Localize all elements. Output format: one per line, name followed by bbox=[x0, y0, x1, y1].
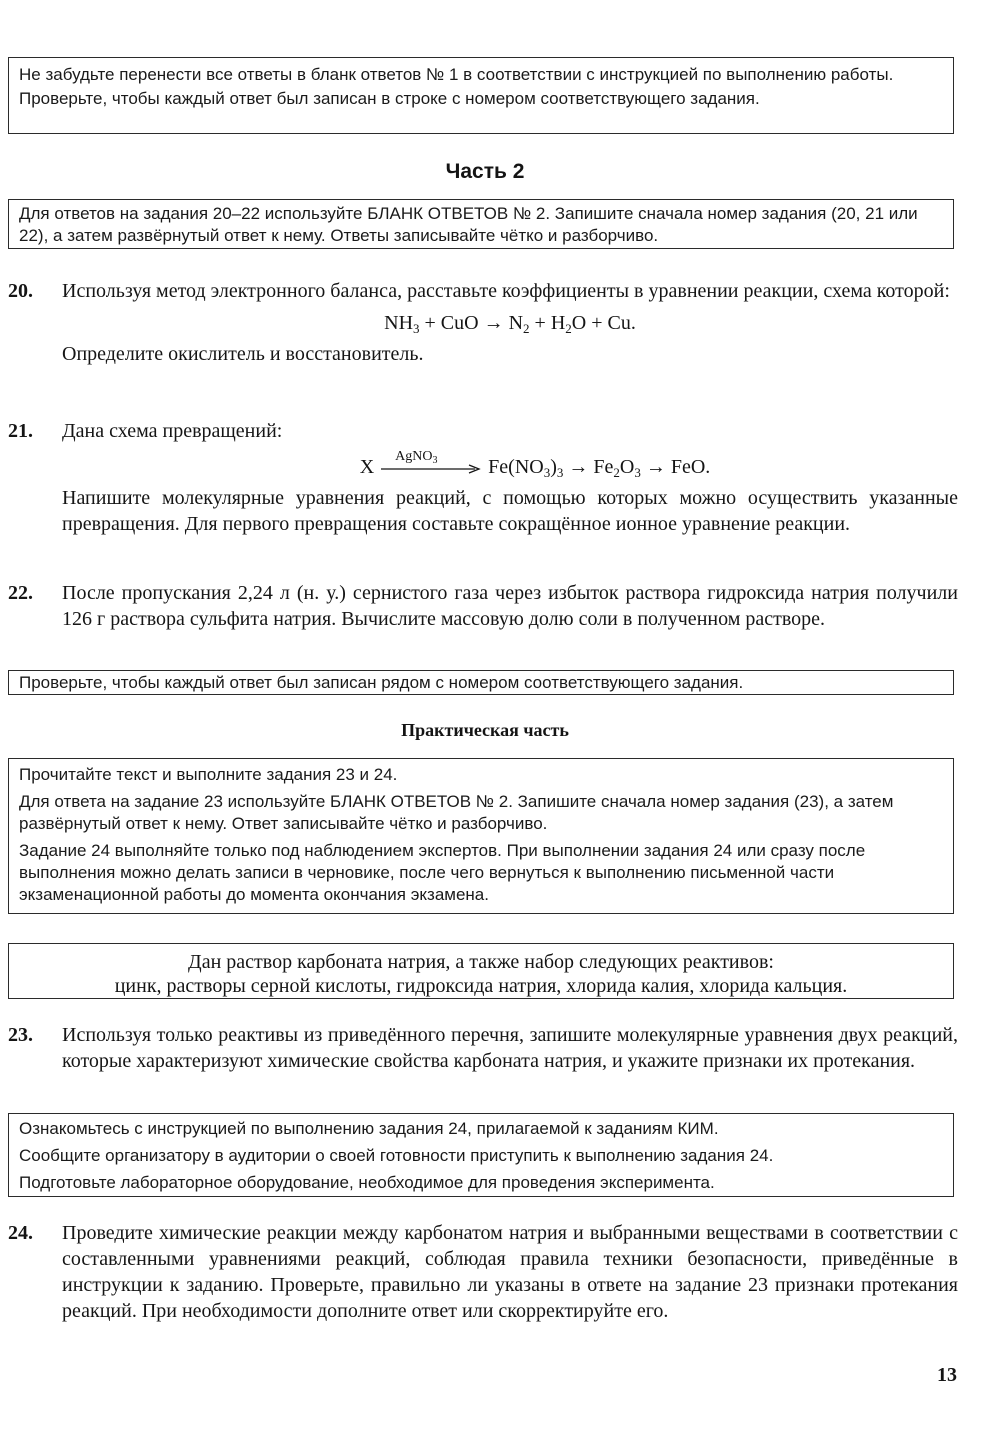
check-text: Проверьте, чтобы каждый ответ был записан рядом с номером соответствующего задания. bbox=[19, 673, 744, 692]
practical-p1: Прочитайте текст и выполните задания 23 и 24. bbox=[19, 765, 398, 784]
practical-p3: Задание 24 выполняйте только под наблюдением экспертов. При выполнении задания 24 или сразу после выполнения можно делать записи в черновике, после чего вернуться к выполнению письменной части экзаменационной работы до момента окончания экзамена. bbox=[19, 841, 866, 904]
task-text: Используя только реактивы из приведённого перечня, запишите молекулярные уравнения двух реакций, которые характеризуют химические свойства карбоната натрия, и укажите признаки их протекания. bbox=[62, 1024, 958, 1072]
reaction-arrow: AgNO$_3$ bbox=[379, 458, 483, 478]
task-number: 24. bbox=[8, 1222, 33, 1244]
reagents-box bbox=[8, 943, 954, 999]
practical-p2: Для ответа на задание 23 используйте БЛАНК ОТВЕТОВ № 2. Запишите сначала номер задания (23), а затем развёрнутый ответ к нему. Ответ записывайте чётко и разборчиво. bbox=[19, 792, 894, 833]
reminder-line-2: Проверьте, чтобы каждый ответ был записан в строке с номером соответствующего задания. bbox=[19, 89, 760, 108]
part2-instruction: Для ответов на задания 20–22 используйте БЛАНК ОТВЕТОВ № 2. Запишите сначала номер задания (20, 21 или 22), а затем развёрнутый ответ к нему. Ответы записывайте чётко и разборчиво. bbox=[19, 204, 918, 245]
task-22 bbox=[8, 580, 958, 632]
instr-p3: Подготовьте лабораторное оборудование, необходимое для проведения эксперимента. bbox=[19, 1173, 715, 1192]
reminder-box bbox=[8, 57, 954, 134]
check-box bbox=[8, 670, 954, 695]
task-text: Проведите химические реакции между карбонатом натрия и выбранными веществами в соответствии с составленными уравнениями реакций, соблюдая правила техники безопасности, приведённые в инструкции к заданию. Проверьте, правильно ли указаны в ответе на задание 23 признаки протекания реакций. При необходимости дополните ответ или скорректируйте его. bbox=[62, 1222, 958, 1322]
task-20 bbox=[8, 278, 958, 367]
task-24 bbox=[8, 1220, 958, 1324]
task-23 bbox=[8, 1022, 958, 1074]
task24-instruction-box bbox=[8, 1113, 954, 1197]
reagents-line-2: цинк, растворы серной кислоты, гидроксида натрия, хлорида калия, хлорида кальция. bbox=[114, 975, 848, 997]
part2-title: Часть 2 bbox=[445, 160, 525, 183]
transformation-scheme: X AgNO$_3$ $Fe(NO_3)_3 \to Fe_2O_3$ → FeO. bbox=[359, 449, 711, 480]
practical-instruction-box bbox=[8, 758, 954, 914]
task-number: 23. bbox=[8, 1024, 33, 1046]
task-question: Напишите молекулярные уравнения реакций, с помощью которых можно осуществить указанные превращения. Для первого превращения составьте сокращённое ионное уравнение реакции. bbox=[62, 487, 958, 535]
reminder-line-1: Не забудьте перенести все ответы в бланк ответов № 1 в соответствии с инструкцией по выполнению работы. bbox=[19, 65, 894, 84]
equation: $NH_3$ + CuO → $N_2 + H_2O + Cu$. bbox=[384, 312, 636, 336]
task-question: Определите окислитель и восстановитель. bbox=[62, 343, 424, 365]
instr-p2: Сообщите организатору в аудитории о своей готовности приступить к выполнению задания 24. bbox=[19, 1146, 774, 1165]
page-number: 13 bbox=[937, 1364, 957, 1386]
part2-instruction-box bbox=[8, 199, 954, 249]
instr-p1: Ознакомьтесь с инструкцией по выполнению задания 24, прилагаемой к заданиям КИМ. bbox=[19, 1119, 719, 1138]
task-text: Используя метод электронного баланса, расставьте коэффициенты в уравнении реакции, схема которой: bbox=[62, 280, 950, 302]
task-text: Дана схема превращений: bbox=[62, 420, 283, 442]
practical-title: Практическая часть bbox=[401, 720, 569, 740]
reagents-line-1: Дан раствор карбоната натрия, а также набор следующих реактивов: bbox=[188, 951, 774, 973]
task-number: 21. bbox=[8, 420, 33, 442]
task-text: После пропускания 2,24 л (н. у.) сернистого газа через избыток раствора гидроксида натрия получили 126 г раствора сульфита натрия. Вычислите массовую долю соли в полученном растворе. bbox=[62, 582, 958, 630]
task-number: 20. bbox=[8, 280, 33, 302]
task-number: 22. bbox=[8, 582, 33, 604]
task-21 bbox=[8, 418, 958, 537]
